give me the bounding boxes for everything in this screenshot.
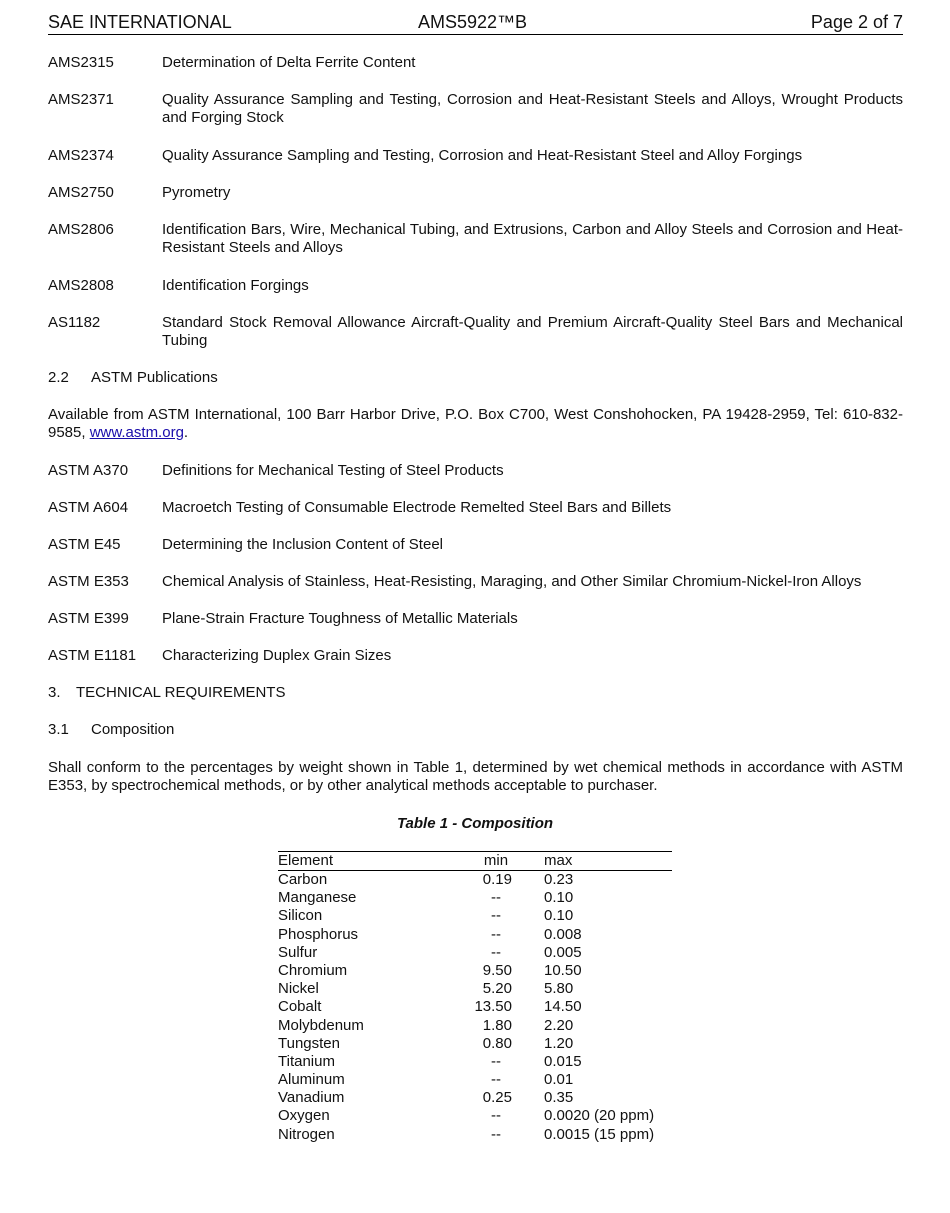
cell-max: 0.008 bbox=[544, 925, 582, 943]
cell-max: 14.50 bbox=[544, 998, 582, 1016]
cell-max: 5.80 bbox=[544, 980, 574, 998]
section-heading-3-1 bbox=[48, 721, 174, 739]
table-row bbox=[278, 1017, 672, 1035]
reference-entry bbox=[48, 314, 903, 350]
reference-entry bbox=[48, 54, 903, 72]
cell-element: Vanadium bbox=[278, 1089, 345, 1107]
reference-title: Definitions for Mechanical Testing of Steel Products bbox=[162, 462, 504, 479]
composition-paragraph: Shall conform to the percentages by weight shown in Table 1, determined by wet chemical methods in accordance with ASTM E353, by spectrochemical methods, or by other analytical methods acceptable to purchaser. bbox=[48, 759, 903, 794]
header-doc-number: AMS5922™B bbox=[418, 12, 528, 32]
table-row bbox=[278, 1071, 672, 1089]
cell-min: 13.50 bbox=[474, 998, 512, 1016]
reference-entry bbox=[48, 536, 903, 554]
cell-element: Chromium bbox=[278, 961, 348, 979]
reference-title: Determination of Delta Ferrite Content bbox=[162, 54, 416, 71]
cell-max: 2.20 bbox=[544, 1016, 574, 1034]
reference-code: ASTM A604 bbox=[48, 499, 129, 516]
cell-max: 0.10 bbox=[544, 889, 574, 907]
cell-max: 0.35 bbox=[544, 1089, 574, 1107]
table-row bbox=[278, 889, 672, 907]
reference-code: AS1182 bbox=[48, 314, 101, 331]
column-header-max: max bbox=[544, 852, 573, 869]
reference-entry bbox=[48, 147, 903, 165]
cell-element: Phosphorus bbox=[278, 925, 359, 943]
cell-min: 1.80 bbox=[482, 1016, 512, 1034]
cell-min: 5.20 bbox=[482, 980, 512, 998]
table-row bbox=[278, 926, 672, 944]
table-body bbox=[278, 871, 672, 1144]
reference-entry bbox=[48, 221, 903, 257]
section-number: 3. bbox=[48, 684, 61, 701]
reference-entry bbox=[48, 610, 903, 628]
table-row bbox=[278, 944, 672, 962]
cell-element: Silicon bbox=[278, 907, 323, 925]
section-title: ASTM Publications bbox=[91, 369, 218, 386]
cell-min: 0.19 bbox=[482, 871, 512, 888]
reference-entry bbox=[48, 647, 903, 665]
reference-title: Determining the Inclusion Content of Steel bbox=[162, 536, 443, 553]
reference-code: AMS2374 bbox=[48, 147, 114, 164]
cell-element: Carbon bbox=[278, 871, 328, 888]
astm-availability-paragraph: Available from ASTM International, 100 Barr Harbor Drive, P.O. Box C700, West Conshohocken, PA 19428-2959, Tel: 610-832-9585, www.astm.org. bbox=[48, 406, 903, 441]
cell-element: Nickel bbox=[278, 980, 319, 998]
cell-min: 0.25 bbox=[482, 1089, 512, 1107]
header-page-number: Page 2 of 7 bbox=[810, 12, 903, 32]
reference-code: AMS2315 bbox=[48, 54, 114, 71]
reference-title: Plane-Strain Fracture Toughness of Metallic Materials bbox=[162, 610, 518, 627]
reference-code: ASTM E399 bbox=[48, 610, 129, 627]
reference-title: Quality Assurance Sampling and Testing, Corrosion and Heat-Resistant Steel and Alloy Forgings bbox=[162, 147, 803, 164]
table-row bbox=[278, 980, 672, 998]
reference-code: ASTM A370 bbox=[48, 462, 129, 479]
section-title: TECHNICAL REQUIREMENTS bbox=[76, 684, 286, 701]
reference-entry bbox=[48, 184, 903, 202]
reference-title: Pyrometry bbox=[162, 184, 231, 201]
reference-entry bbox=[48, 462, 903, 480]
reference-title: Identification Bars, Wire, Mechanical Tubing, and Extrusions, Carbon and Alloy Steels and Corrosion and Heat-Resistant Steels and Alloys bbox=[162, 221, 903, 256]
header-org: SAE INTERNATIONAL bbox=[48, 12, 232, 32]
reference-title: Macroetch Testing of Consumable Electrode Remelted Steel Bars and Billets bbox=[162, 499, 672, 516]
reference-code: AMS2750 bbox=[48, 184, 114, 201]
cell-max: 0.005 bbox=[544, 943, 582, 961]
cell-max: 10.50 bbox=[544, 961, 582, 979]
astm-website-link[interactable]: www.astm.org bbox=[89, 424, 184, 441]
cell-min: -- bbox=[491, 1052, 501, 1070]
cell-min: -- bbox=[491, 1071, 501, 1089]
section-heading-3 bbox=[48, 684, 285, 702]
cell-max: 0.0015 (15 ppm) bbox=[544, 1125, 655, 1143]
table-row bbox=[278, 998, 672, 1016]
reference-entry bbox=[48, 277, 903, 295]
reference-title: Characterizing Duplex Grain Sizes bbox=[162, 647, 392, 664]
reference-code: AMS2808 bbox=[48, 277, 114, 294]
section-title: Composition bbox=[91, 721, 175, 738]
reference-code: ASTM E45 bbox=[48, 536, 121, 553]
cell-min: -- bbox=[491, 1107, 501, 1125]
table-row bbox=[278, 1035, 672, 1053]
cell-min: -- bbox=[491, 925, 501, 943]
cell-element: Tungsten bbox=[278, 1034, 340, 1052]
cell-max: 0.23 bbox=[544, 871, 574, 888]
cell-max: 0.01 bbox=[544, 1071, 574, 1089]
cell-max: 1.20 bbox=[544, 1034, 574, 1052]
table-caption: Table 1 - Composition bbox=[396, 815, 554, 832]
cell-min: -- bbox=[491, 943, 501, 961]
astm-availability-text: Available from ASTM International, 100 Barr Harbor Drive, P.O. Box C700, West Conshohocken, PA 19428-2959, Tel: 610-832-9585, bbox=[48, 406, 903, 441]
cell-element: Oxygen bbox=[278, 1107, 330, 1125]
section-number: 3.1 bbox=[48, 721, 69, 738]
table-header-row bbox=[278, 851, 672, 871]
reference-entry bbox=[48, 91, 903, 127]
cell-max: 0.015 bbox=[544, 1052, 582, 1070]
cell-max: 0.0020 (20 ppm) bbox=[544, 1107, 655, 1125]
column-header-element: Element bbox=[278, 852, 334, 869]
reference-title: Identification Forgings bbox=[162, 277, 309, 294]
cell-element: Cobalt bbox=[278, 998, 322, 1016]
reference-entry bbox=[48, 573, 903, 591]
table-row bbox=[278, 907, 672, 925]
reference-code: AMS2371 bbox=[48, 91, 114, 108]
cell-element: Aluminum bbox=[278, 1071, 345, 1089]
cell-min: 9.50 bbox=[482, 961, 512, 979]
page-header bbox=[48, 12, 903, 35]
cell-min: -- bbox=[491, 907, 501, 925]
table-row bbox=[278, 1089, 672, 1107]
cell-element: Titanium bbox=[278, 1052, 335, 1070]
reference-title: Standard Stock Removal Allowance Aircraft-Quality and Premium Aircraft-Quality Steel Bars and Mechanical Tubing bbox=[162, 314, 903, 349]
reference-entry bbox=[48, 499, 903, 517]
cell-element: Manganese bbox=[278, 889, 357, 907]
cell-element: Molybdenum bbox=[278, 1016, 364, 1034]
reference-code: ASTM E1181 bbox=[48, 647, 137, 664]
cell-element: Nitrogen bbox=[278, 1125, 335, 1143]
reference-code: AMS2806 bbox=[48, 221, 114, 238]
section-number: 2.2 bbox=[48, 369, 69, 386]
table-row bbox=[278, 1126, 672, 1144]
cell-max: 0.10 bbox=[544, 907, 574, 925]
table-row bbox=[278, 962, 672, 980]
cell-min: 0.80 bbox=[482, 1034, 512, 1052]
table-row bbox=[278, 871, 672, 889]
reference-code: ASTM E353 bbox=[48, 573, 129, 590]
column-header-min: min bbox=[483, 852, 509, 869]
reference-title: Chemical Analysis of Stainless, Heat-Resisting, Maraging, and Other Similar Chromium-Nickel-Iron Alloys bbox=[162, 573, 862, 590]
reference-title: Quality Assurance Sampling and Testing, Corrosion and Heat-Resistant Steels and Alloys, Wrought Products and Forging Stock bbox=[162, 91, 903, 126]
cell-min: -- bbox=[491, 889, 501, 907]
cell-min: -- bbox=[491, 1125, 501, 1143]
composition-table bbox=[278, 851, 672, 1144]
table-row bbox=[278, 1053, 672, 1071]
cell-element: Sulfur bbox=[278, 943, 318, 961]
section-heading-2-2 bbox=[48, 369, 218, 387]
table-row bbox=[278, 1107, 672, 1125]
